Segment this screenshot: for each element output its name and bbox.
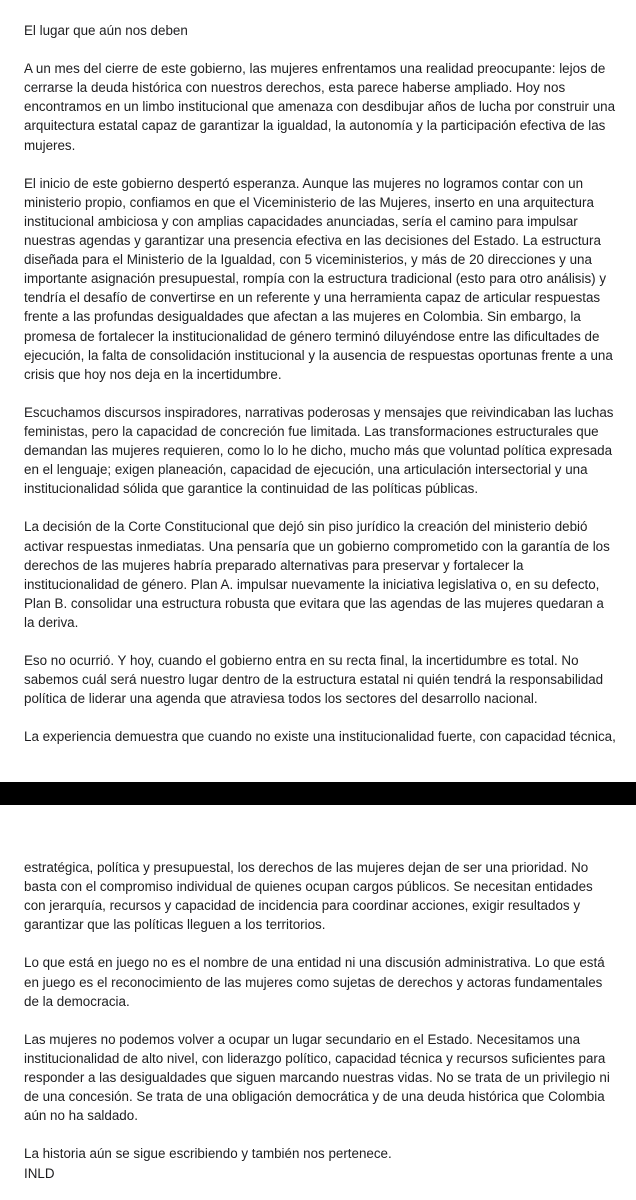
paragraph: Lo que está en juego no es el nombre de una entidad ni una discusión administrativa. Lo que está en juego es el reconocimiento de las mujeres como sujetas de derechos y actoras fundamentales de la democracia. (24, 955, 605, 1009)
screenshot-divider (0, 782, 636, 805)
screenshot-bottom (0, 805, 636, 1200)
paragraph: estratégica, política y presupuestal, los derechos de las mujeres dejan de ser una prioridad. No basta con el compromiso individual de quienes ocupan cargos públicos. Se necesitan entidades con jerarquía, recursos y capacidad de incidencia para coordinar acciones, exigir resultados y garantizar que las políticas lleguen a los territorios. (24, 860, 593, 933)
paragraph: Eso no ocurrió. Y hoy, cuando el gobierno entra en su recta final, la incertidumbre es total. No sabemos cuál será nuestro lugar dentro de la estructura estatal ni quién tendrá la responsabilidad política de liderar una agenda que atraviesa todos los sectores del desarrollo nacional. (24, 653, 604, 707)
closing-line: La historia aún se sigue escribiendo y también nos pertenece. (24, 1146, 392, 1162)
article-body-bottom (24, 858, 616, 1183)
paragraph: Las mujeres no podemos volver a ocupar un lugar secundario en el Estado. Necesitamos una institucionalidad de alto nivel, con liderazgo político, capacidad técnica y recursos suficientes para responder a las desigualdades que siguen marcando nuestras vidas. No se trata de un privilegio ni de una concesión. Se trata de una obligación democrática y de una deuda histórica que Colombia aún no ha saldado. (24, 1031, 610, 1124)
paragraph: La decisión de la Corte Constitucional que dejó sin piso jurídico la creación del ministerio debió activar respuestas inmediatas. Una pensaría que un gobierno comprometido con la garantía de los derechos de las mujeres habría preparado alternativas para preservar y fortalecer la institucionalidad de género. Plan A. impulsar nuevamente la iniciativa legislativa o, en su defecto, Plan B. consolidar una estructura robusta que evitara que las agendas de las mujeres quedaran a la deriva. (24, 519, 610, 630)
paragraph: La experiencia demuestra que cuando no existe una institucionalidad fuerte, con capacidad técnica, (24, 729, 616, 745)
paragraph: A un mes del cierre de este gobierno, las mujeres enfrentamos una realidad preocupante: lejos de cerrarse la deuda histórica con nuestros derechos, esta parece haberse ampliado. Hoy nos encontramos en un limbo institucional que amenaza con desdibujar años de lucha por construir una arquitectura estatal capaz de garantizar la igualdad, la autonomía y la participación efectiva de las mujeres. (24, 61, 616, 153)
paragraph: El inicio de este gobierno despertó esperanza. Aunque las mujeres no logramos contar con un ministerio propio, confiamos en que el Viceministerio de las Mujeres, inserto en una arquitectura institucional ambiciosa y con amplias capacidades anunciadas, sería el camino para impulsar nuestras agendas y garantizar una presencia efectiva en las decisiones del Estado. La estructura diseñada para el Ministerio de la Igualdad, con 5 viceministerios, y más de 20 direcciones y una importante asignación presupuestal, rompía con la estructura tradicional (esto para otro análisis) y tendría el desafío de convertirse en un referente y una herramienta capaz de articular respuestas frente a las profundas desigualdades que afectan a las mujeres en Colombia. Sin embargo, la promesa de fortalecer la institucionalidad de género terminó diluyéndose entre las dificultades de ejecución, la falta de consolidación institucional y la ausencia de respuestas oportunas frente a una crisis que hoy nos deja en la incertidumbre. (24, 175, 613, 382)
signature: INLD (24, 1165, 55, 1181)
article-title: El lugar que aún nos deben (24, 23, 188, 38)
paragraph: Escuchamos discursos inspiradores, narrativas poderosas y mensajes que reivindicaban las luchas feministas, pero la capacidad de concreción fue limitada. Las transformaciones estructurales que demandan las mujeres requieren, como lo lo he dicho, mucho más que voluntad política expresada en el lenguaje; exigen planeación, capacidad de ejecución, una articulación intersectorial y una institucionalidad sólida que garantice la continuidad de las políticas públicas. (24, 404, 614, 497)
article-body-top (24, 21, 616, 747)
